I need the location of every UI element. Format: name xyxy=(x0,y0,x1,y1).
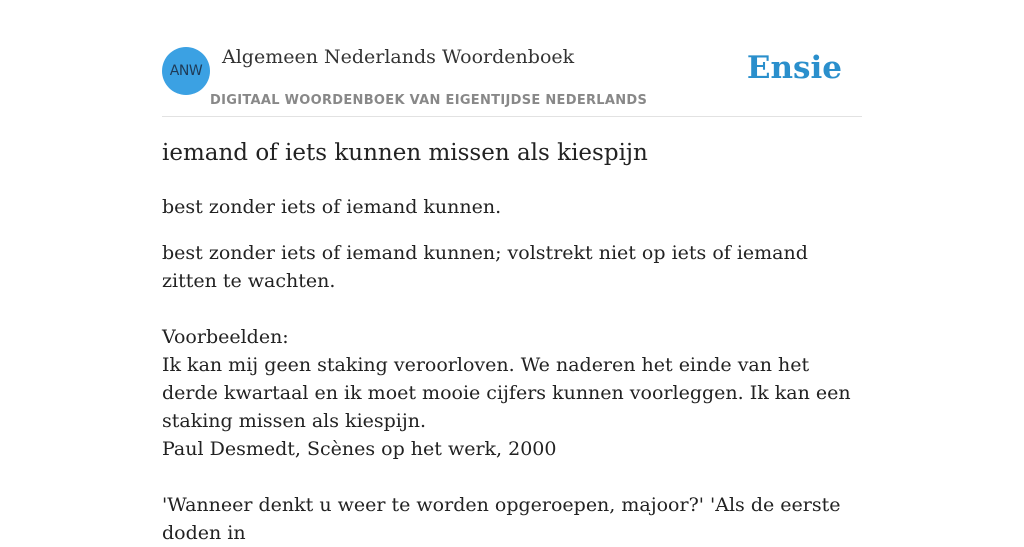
spacer xyxy=(162,463,862,491)
spacer xyxy=(162,295,862,323)
definition-text: best zonder iets of iemand kunnen; volstrekt niet op iets of iemand zitten te wachten. xyxy=(162,242,808,292)
site-subtitle: DIGITAAL WOORDENBOEK VAN EIGENTIJDSE NEDERLANDS xyxy=(210,93,648,108)
page xyxy=(162,0,862,544)
logo-text: ANW xyxy=(169,63,203,79)
anw-logo[interactable] xyxy=(162,47,210,95)
site-header xyxy=(162,0,862,117)
site-title[interactable]: Algemeen Nederlands Woordenboek xyxy=(222,46,575,68)
entry-title: iemand of iets kunnen missen als kiespijn xyxy=(162,140,648,166)
example-text: 'Wanneer denkt u weer te worden opgeroepen, majoor?' 'Als de eerste doden in xyxy=(162,494,841,544)
example-text: Ik kan mij geen staking veroorloven. We naderen het einde van het derde kwartaal en ik moet mooie cijfers kunnen voorleggen. Ik kan een staking missen als kiespijn. xyxy=(162,354,851,432)
ensie-brand-logo[interactable]: Ensie xyxy=(746,50,842,86)
short-definition: best zonder iets of iemand kunnen. xyxy=(162,196,502,218)
examples-label: Voorbeelden: xyxy=(162,326,289,348)
full-definition xyxy=(162,239,862,547)
example-source: Paul Desmedt, Scènes op het werk, 2000 xyxy=(162,438,557,460)
